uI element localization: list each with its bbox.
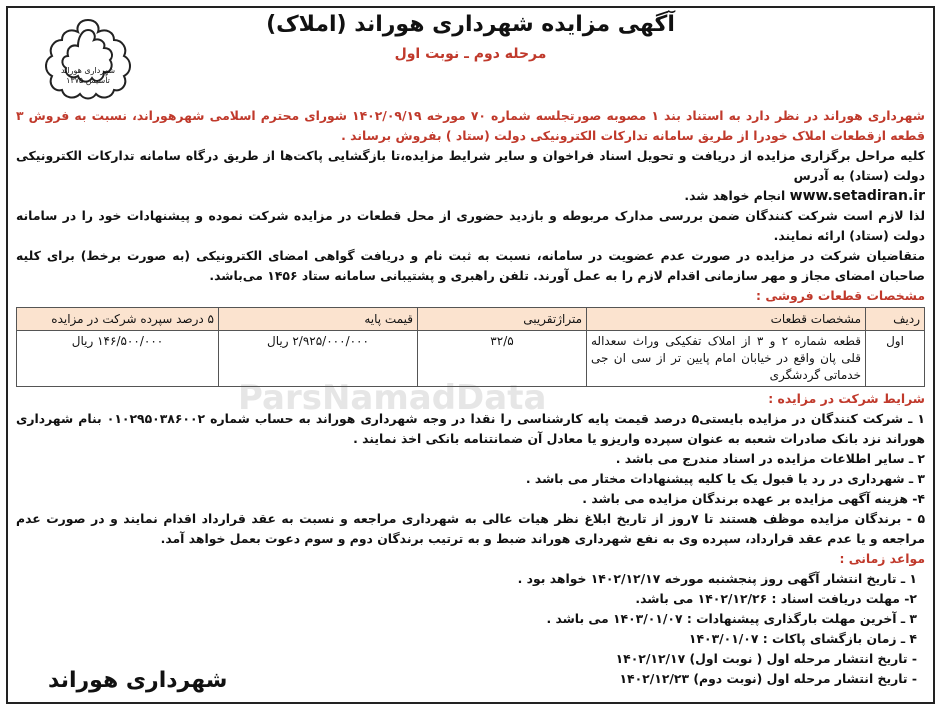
header-row-number: ردیف [866, 308, 925, 331]
cell-deposit: ۱۴۶/۵۰۰/۰۰۰ ریال [17, 331, 219, 387]
logo-year: تأسیس ۱۳۷۵ [66, 76, 110, 85]
conditions-title: شرایط شرکت در مزایده : [768, 391, 925, 406]
logo-text [50, 66, 126, 86]
footer-signature: شهرداری هوراند [48, 668, 228, 693]
cell-area: ۳۲/۵ [418, 331, 587, 387]
list-item: ۵ - برندگان مزایده موظف هستند تا ۷روز از تاریخ ابلاغ نظر هیات عالی به شهرداری مراجعه و نسبت به عقد قرارداد اقدام نمایند و در صورت عدم مراجعه و یا عدم عقد قرارداد، سپرده وی به نفع شهرداری هوراند ضبط و به ترتیب برندگان دوم و سوم دعوت بعمل خواهد آمد. [16, 511, 926, 546]
setad-url-link[interactable]: www.setadiran.ir [789, 188, 925, 204]
page-subtitle: مرحله دوم ـ نوبت اول [394, 46, 547, 62]
logo-name: شهرداری هوراند [60, 66, 116, 75]
header-specs: مشخصات قطعات [587, 308, 866, 331]
intro-paragraph-2-end: انجام خواهد شد. [684, 188, 786, 203]
cell-specs: قطعه شماره ۲ و ۳ از املاک تفکیکی وراث سعداله قلی پان واقع در خیابان امام پایین تر از سی ان جی خدماتی گردشگری [587, 331, 866, 387]
header-base-price: قیمت پایه [219, 308, 418, 331]
items-table [16, 307, 925, 387]
header-area: متراژتقریبی [418, 308, 587, 331]
list-item: ۱ ـ تاریخ انتشار آگهی روز پنجشنبه مورخه ۱۴۰۲/۱۲/۱۷ خواهد بود . [517, 571, 917, 586]
items-section-title: مشخصات قطعات فروشی : [756, 288, 925, 303]
intro-paragraph-3: لذا لازم است شرکت کنندگان ضمن بررسی مدارک مربوطه و بازدید حضوری از محل قطعات در مزایده شرکت نموده و پیشنهادات خود را در سامانه دولت (ستاد) ارائه نمایند. [16, 208, 925, 243]
intro-paragraph-1: شهرداری هوراند در نظر دارد به استناد بند ۱ مصوبه صورتجلسه شماره ۷۰ مورخه ۱۴۰۲/۰۹/۱۹ شورای محترم اسلامی شهرهوراند، نسبت به فروش ۳ قطعه ازقطعات املاک خودرا از طریق سامانه تدارکات الکترونیکی دولت (ستاد ) بفروش برساند . [16, 108, 925, 143]
notice-body [16, 106, 925, 689]
list-item: ۴- هزینه آگهی مزایده بر عهده برندگان مزایده می باشد . [582, 491, 925, 506]
list-item: ۱ ـ شرکت کنندگان در مزایده بایستی۵ درصد قیمت پایه کارشناسی را نقدا در وجه شهرداری هوراند به حساب شماره ۰۱۰۲۹۵۰۳۸۶۰۰۲ بنام شهرداری هوراند نزد بانک صادرات شعبه به عنوان سپرده واریزو یا معادل آن ضمانتنامه بانکی اخذ نمایند . [16, 411, 925, 446]
list-item: ۳ ـ شهرداری در رد یا قبول یک یا کلیه پیشنهادات مختار می باشد . [525, 471, 925, 486]
cell-base-price: ۲/۹۲۵/۰۰۰/۰۰۰ ریال [219, 331, 418, 387]
page-title: آگهی مزایده شهرداری هوراند (املاک) [266, 12, 675, 37]
dates-title: مواعد زمانی : [839, 551, 925, 566]
intro-paragraph-2-text: کلیه مراحل برگزاری مزایده از دریافت و تحویل اسناد فراخوان و سایر شرایط مزایده،تا بازگشایی پاکت‌ها از طریق درگاه سامانه تدارکات الکترونیکی دولت (ستاد) به آدرس [16, 148, 925, 183]
municipality-logo-icon [38, 16, 138, 100]
notice-page [6, 6, 935, 704]
cell-row-number: اول [866, 331, 925, 387]
intro-paragraph-2 [16, 146, 925, 206]
list-item: - تاریخ انتشار مرحله اول (نوبت دوم) ۱۴۰۲/۱۲/۲۳ [619, 671, 917, 686]
table-row [17, 331, 925, 387]
conditions-list [16, 409, 925, 549]
header-deposit: ۵ درصد سپرده شرکت در مزایده [17, 308, 219, 331]
list-item: ۲- مهلت دریافت اسناد : ۱۴۰۲/۱۲/۲۶ می باشد. [635, 591, 917, 606]
list-item: - تاریخ انتشار مرحله اول ( نوبت اول) ۱۴۰۲/۱۲/۱۷ [615, 651, 917, 666]
watermark: ParsNamadData [238, 378, 547, 418]
list-item: ۳ ـ آخرین مهلت بارگذاری پیشنهادات : ۱۴۰۳/۰۱/۰۷ می باشد . [546, 611, 917, 626]
items-table-header-row [17, 308, 925, 331]
list-item: ۴ ـ زمان بازگشای پاکات : ۱۴۰۳/۰۱/۰۷ [688, 631, 917, 646]
list-item: ۲ ـ سایر اطلاعات مزایده در اسناد مندرج می باشد . [615, 451, 925, 466]
intro-paragraph-4: متقاضیان شرکت در مزایده در صورت عدم عضویت در سامانه، نسبت به ثبت نام و دریافت گواهی امضای الکترونیکی (به صورت برخط) برای کلیه صاحبان امضای مجاز و مهر سازمانی اقدام لازم را به عمل آورند. تلفن راهبری و پشتیبانی سامانه ستاد ۱۴۵۶ می‌باشد. [16, 248, 925, 283]
